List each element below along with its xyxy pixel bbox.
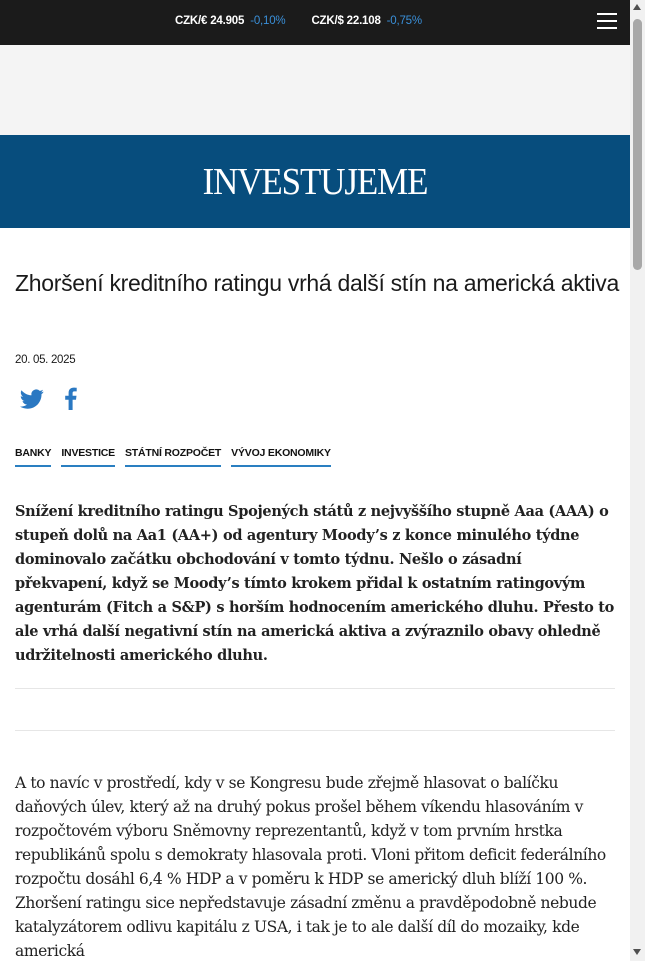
ticker-usd-change: -0,75% (386, 15, 422, 27)
tag-banky[interactable]: BANKY (15, 447, 51, 467)
site-logo[interactable]: INVESTUJEME (202, 161, 428, 203)
scrollbar-thumb[interactable] (633, 19, 642, 270)
divider (15, 688, 615, 689)
article-title: Zhoršení kreditního ratingu vrhá další stín na americká aktiva (15, 270, 619, 296)
currency-bar (0, 0, 630, 45)
ticker-item-eur[interactable] (175, 15, 285, 27)
article-date: 20. 05. 2025 (15, 354, 76, 366)
site-header (0, 135, 630, 228)
article-perex: Snížení kreditního ratingu Spojených států z nejvyššího stupně Aaa (AAA) o stupeň dolů na Aa1 (AA+) od agentury Moody’s z konce minulého týdne dominovalo začátku obchodování v tomto týdnu. Nešlo o zásadní překvapení, když se Moody’s tímto krokem přidal k ostatním ratingovým agenturám (Fitch a S&P) s horším hodnocením amerického dluhu. Přesto to ale vrhá další negativní stín na americká aktiva a zvýraznilo obavy ohledně udržitelnosti amerického dluhu. (15, 503, 615, 664)
ticker-usd-label: CZK/$ 22.108 (311, 15, 381, 27)
twitter-icon[interactable] (20, 387, 44, 411)
ticker-eur-label: CZK/€ 24.905 (175, 15, 245, 27)
hamburger-menu-icon[interactable] (597, 13, 617, 31)
ticker-item-usd[interactable] (311, 15, 421, 27)
tag-investice[interactable]: INVESTICE (61, 447, 115, 467)
facebook-icon[interactable] (59, 387, 83, 411)
article-tags (15, 447, 331, 467)
tag-vyvoj-ekonomiky[interactable]: VÝVOJ EKONOMIKY (231, 447, 331, 467)
tag-statni-rozpocet[interactable]: STÁTNÍ ROZPOČET (125, 447, 221, 467)
ticker-eur-change: -0,10% (250, 15, 286, 27)
divider (15, 730, 615, 731)
scroll-down-arrow-icon[interactable] (633, 949, 641, 955)
article-body: A to navíc v prostředí, kdy v se Kongresu bude zřejmě hlasovat o balíčku daňových úlev, který až na druhý pokus prošel během víkendu hlasováním v rozpočtovém výboru Sněmovny reprezentantů, když v tom prvním hrstka republikánů spolu s demokraty hlasovala proti. Vloni přitom deficit federálního rozpočtu dosáhl 6,4 % HDP a v poměru k HDP se americký dluh blíží 100 %. Zhoršení ratingu sice nepředstavuje zásadní změnu a pravděpodobně nebude katalyzátorem odlivu kapitálu z USA, i tak je to ale další díl do mozaiky, kde americká (15, 774, 606, 960)
scroll-up-arrow-icon[interactable] (633, 4, 641, 10)
ad-placeholder (0, 45, 630, 135)
currency-ticker (175, 15, 422, 27)
